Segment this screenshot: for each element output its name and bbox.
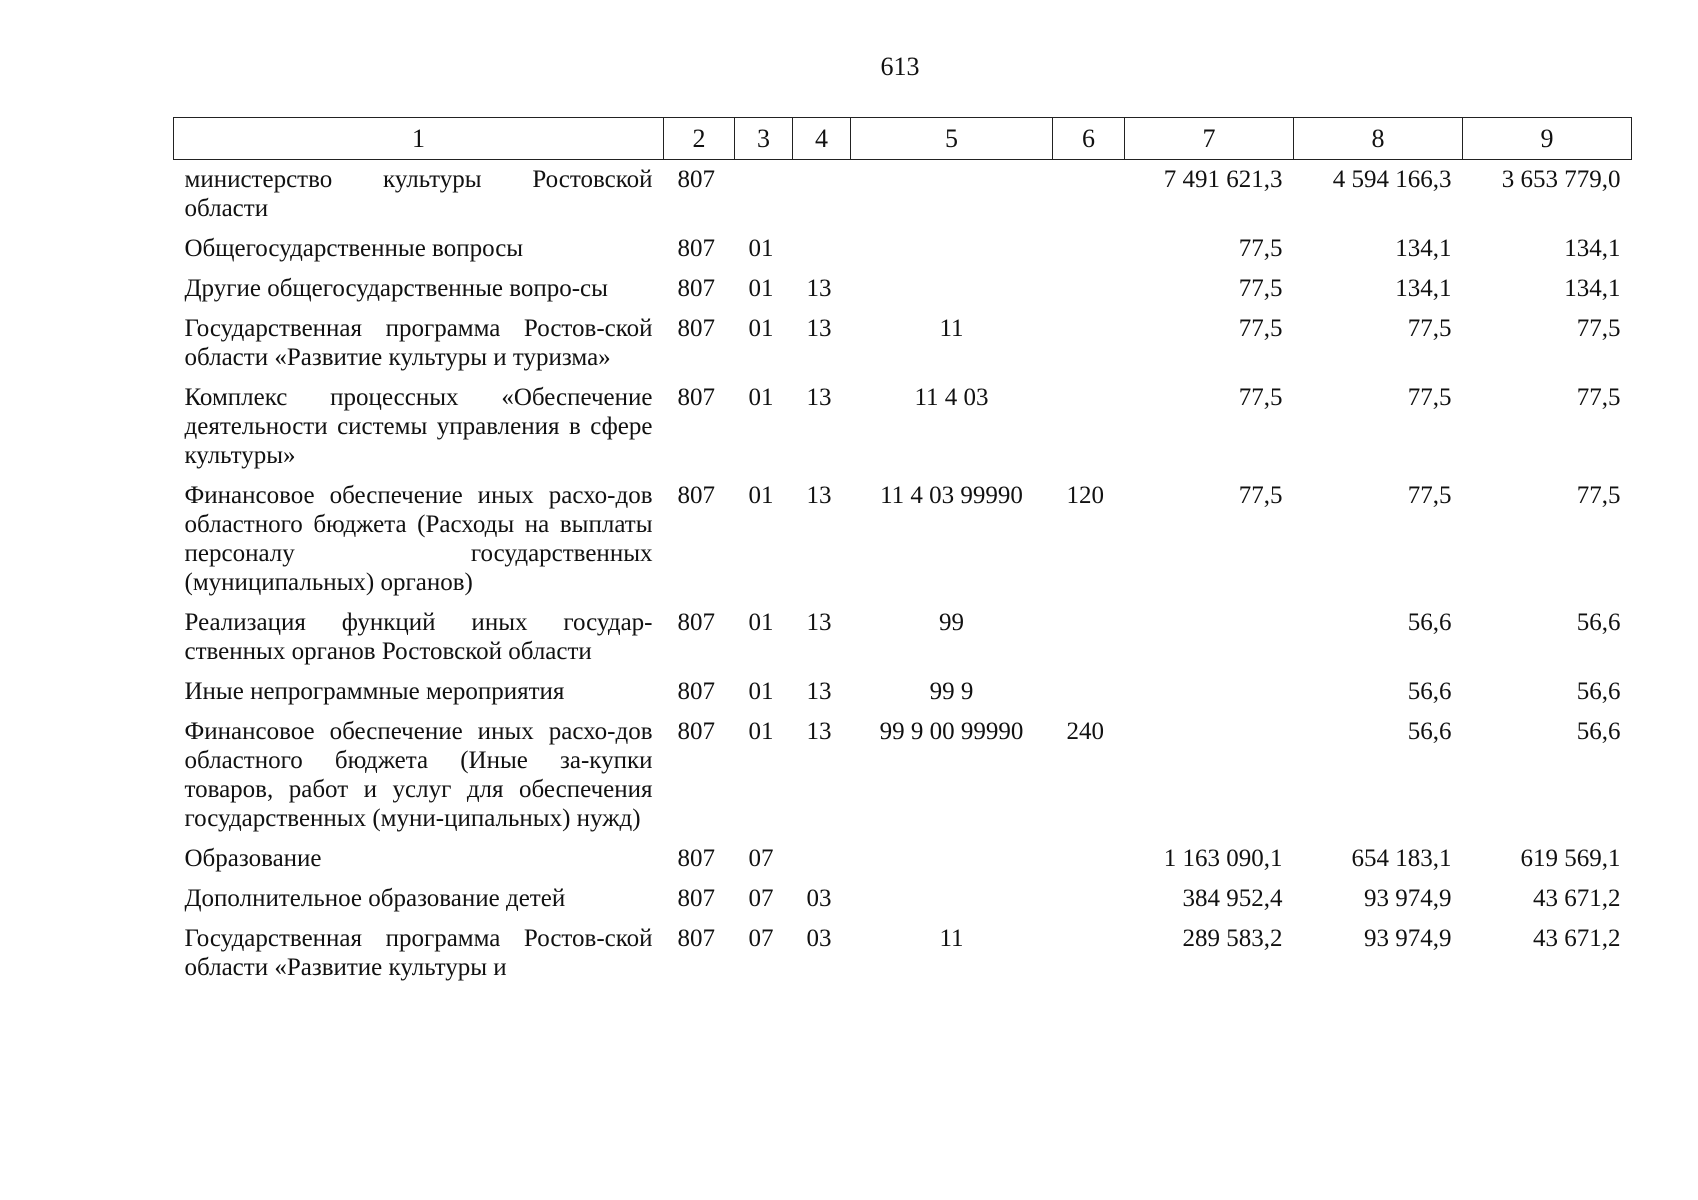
row-amount-col9: 619 569,1 bbox=[1520, 845, 1621, 872]
row-amount-col9: 43 671,2 bbox=[1533, 885, 1621, 912]
row-target-article bbox=[851, 229, 1053, 269]
row-grbs-code: 807 bbox=[677, 845, 715, 872]
row-grbs-code: 807 bbox=[677, 925, 715, 952]
row-amount-col7: 77,5 bbox=[1238, 482, 1283, 509]
row-section-code: 01 bbox=[748, 315, 774, 342]
table-row bbox=[174, 672, 1632, 712]
row-name: Образование bbox=[184, 845, 322, 872]
row-amount-col9: 56,6 bbox=[1576, 609, 1621, 636]
row-amount-col9: 77,5 bbox=[1576, 482, 1621, 509]
row-amount-col8: 93 974,9 bbox=[1364, 925, 1452, 952]
row-subsection-code: 13 bbox=[806, 482, 832, 509]
row-amount-col9: 3 653 779,0 bbox=[1501, 166, 1621, 193]
row-amount-col7: 384 952,4 bbox=[1182, 885, 1283, 912]
header-row bbox=[174, 118, 1632, 160]
budget-table bbox=[173, 117, 1632, 988]
row-amount-col8: 56,6 bbox=[1407, 609, 1452, 636]
row-name: Реализация функций иных государ-ственных органов Ростовской области bbox=[184, 609, 653, 665]
row-name: Иные непрограммные мероприятия bbox=[184, 678, 565, 705]
column-header-4: 4 bbox=[793, 118, 851, 160]
table-row bbox=[174, 603, 1632, 672]
row-amount-col8: 77,5 bbox=[1407, 315, 1452, 342]
row-amount-col8: 77,5 bbox=[1407, 384, 1452, 411]
row-amount-col7: 1 163 090,1 bbox=[1163, 845, 1283, 872]
row-name: Финансовое обеспечение иных расхо-дов областного бюджета (Расходы на выплаты персоналу государственных (муниципальных) органов) bbox=[184, 482, 653, 596]
row-target-article: 11 4 03 bbox=[914, 384, 989, 411]
table-row bbox=[174, 269, 1632, 309]
row-section-code: 01 bbox=[748, 609, 774, 636]
row-amount-col7: 77,5 bbox=[1238, 275, 1283, 302]
row-grbs-code: 807 bbox=[677, 384, 715, 411]
table-row bbox=[174, 476, 1632, 603]
row-target-article bbox=[851, 160, 1053, 230]
column-header-9: 9 bbox=[1463, 118, 1632, 160]
row-subsection-code: 03 bbox=[806, 885, 832, 912]
row-name: Общегосударственные вопросы bbox=[184, 235, 524, 262]
row-grbs-code: 807 bbox=[677, 885, 715, 912]
row-grbs-code: 807 bbox=[677, 166, 715, 193]
row-subsection-code bbox=[793, 839, 851, 879]
row-section-code: 01 bbox=[748, 678, 774, 705]
row-target-article: 11 4 03 99990 bbox=[880, 482, 1023, 509]
column-header-7: 7 bbox=[1125, 118, 1294, 160]
table-row bbox=[174, 712, 1632, 839]
row-subsection-code: 03 bbox=[806, 925, 832, 952]
row-target-article bbox=[851, 269, 1053, 309]
row-target-article: 11 bbox=[939, 925, 964, 952]
row-amount-col7: 77,5 bbox=[1238, 384, 1283, 411]
row-name: Дополнительное образование детей bbox=[184, 885, 566, 912]
row-expense-type bbox=[1053, 160, 1125, 230]
row-amount-col8: 56,6 bbox=[1407, 678, 1452, 705]
column-header-8: 8 bbox=[1294, 118, 1463, 160]
row-subsection-code: 13 bbox=[806, 275, 832, 302]
row-grbs-code: 807 bbox=[677, 315, 715, 342]
row-section-code: 07 bbox=[748, 925, 774, 952]
row-amount-col9: 43 671,2 bbox=[1533, 925, 1621, 952]
table-row bbox=[174, 378, 1632, 476]
row-expense-type: 240 bbox=[1066, 718, 1104, 745]
row-section-code: 01 bbox=[748, 482, 774, 509]
column-header-3: 3 bbox=[735, 118, 793, 160]
row-amount-col7 bbox=[1125, 603, 1294, 672]
row-amount-col7: 77,5 bbox=[1238, 235, 1283, 262]
row-name: Государственная программа Ростов-ской области «Развитие культуры и bbox=[184, 925, 653, 981]
row-name: Комплекс процессных «Обеспечение деятельности системы управления в сфере культуры» bbox=[184, 384, 653, 469]
column-header-1: 1 bbox=[174, 118, 664, 160]
row-expense-type bbox=[1053, 229, 1125, 269]
row-amount-col9: 134,1 bbox=[1564, 275, 1621, 302]
row-expense-type bbox=[1053, 269, 1125, 309]
column-header-6: 6 bbox=[1053, 118, 1125, 160]
row-section-code bbox=[735, 160, 793, 230]
column-header-5: 5 bbox=[851, 118, 1053, 160]
row-expense-type bbox=[1053, 672, 1125, 712]
row-amount-col8: 134,1 bbox=[1395, 235, 1452, 262]
row-expense-type bbox=[1053, 309, 1125, 378]
table-row bbox=[174, 160, 1632, 230]
row-amount-col8: 4 594 166,3 bbox=[1332, 166, 1452, 193]
row-expense-type bbox=[1053, 839, 1125, 879]
table-row bbox=[174, 839, 1632, 879]
row-amount-col8: 56,6 bbox=[1407, 718, 1452, 745]
row-subsection-code: 13 bbox=[806, 384, 832, 411]
row-expense-type bbox=[1053, 603, 1125, 672]
page-number: 613 bbox=[880, 52, 920, 81]
row-grbs-code: 807 bbox=[677, 235, 715, 262]
row-expense-type bbox=[1053, 919, 1125, 988]
row-amount-col9: 77,5 bbox=[1576, 384, 1621, 411]
row-name: Другие общегосударственные вопро-сы bbox=[184, 275, 608, 302]
row-target-article: 99 9 bbox=[929, 678, 974, 705]
row-grbs-code: 807 bbox=[677, 718, 715, 745]
row-amount-col8: 654 183,1 bbox=[1351, 845, 1452, 872]
row-amount-col9: 56,6 bbox=[1576, 718, 1621, 745]
row-section-code: 07 bbox=[748, 885, 774, 912]
row-name: министерство культуры Ростовской области bbox=[184, 166, 653, 222]
row-amount-col7: 289 583,2 bbox=[1182, 925, 1283, 952]
row-expense-type: 120 bbox=[1066, 482, 1104, 509]
row-grbs-code: 807 bbox=[677, 275, 715, 302]
row-subsection-code: 13 bbox=[806, 678, 832, 705]
row-amount-col7: 77,5 bbox=[1238, 315, 1283, 342]
row-grbs-code: 807 bbox=[677, 482, 715, 509]
row-name: Финансовое обеспечение иных расхо-дов областного бюджета (Иные за-купки товаров, работ и услуг для обеспечения государственных (муни-ципальных) нужд) bbox=[184, 718, 653, 832]
row-subsection-code bbox=[793, 229, 851, 269]
row-expense-type bbox=[1053, 879, 1125, 919]
table-row bbox=[174, 309, 1632, 378]
row-subsection-code bbox=[793, 160, 851, 230]
table-body bbox=[174, 160, 1632, 989]
row-target-article: 99 9 00 99990 bbox=[879, 718, 1024, 745]
row-section-code: 07 bbox=[748, 845, 774, 872]
row-grbs-code: 807 bbox=[677, 609, 715, 636]
row-target-article: 99 bbox=[939, 609, 964, 636]
row-amount-col7 bbox=[1125, 712, 1294, 839]
row-grbs-code: 807 bbox=[677, 678, 715, 705]
row-amount-col8: 93 974,9 bbox=[1364, 885, 1452, 912]
row-subsection-code: 13 bbox=[806, 609, 832, 636]
row-section-code: 01 bbox=[748, 275, 774, 302]
row-amount-col9: 77,5 bbox=[1576, 315, 1621, 342]
table-row bbox=[174, 919, 1632, 988]
row-amount-col9: 134,1 bbox=[1564, 235, 1621, 262]
row-amount-col7 bbox=[1125, 672, 1294, 712]
row-subsection-code: 13 bbox=[806, 718, 832, 745]
row-amount-col8: 77,5 bbox=[1407, 482, 1452, 509]
row-target-article bbox=[851, 839, 1053, 879]
row-amount-col8: 134,1 bbox=[1395, 275, 1452, 302]
table-row bbox=[174, 229, 1632, 269]
row-amount-col9: 56,6 bbox=[1576, 678, 1621, 705]
row-section-code: 01 bbox=[748, 384, 774, 411]
row-target-article bbox=[851, 879, 1053, 919]
row-section-code: 01 bbox=[748, 235, 774, 262]
table-row bbox=[174, 879, 1632, 919]
row-subsection-code: 13 bbox=[806, 315, 832, 342]
row-target-article: 11 bbox=[939, 315, 964, 342]
row-name: Государственная программа Ростов-ской области «Развитие культуры и туризма» bbox=[184, 315, 653, 371]
row-amount-col7: 7 491 621,3 bbox=[1163, 166, 1283, 193]
row-section-code: 01 bbox=[748, 718, 774, 745]
column-header-2: 2 bbox=[664, 118, 735, 160]
row-expense-type bbox=[1053, 378, 1125, 476]
